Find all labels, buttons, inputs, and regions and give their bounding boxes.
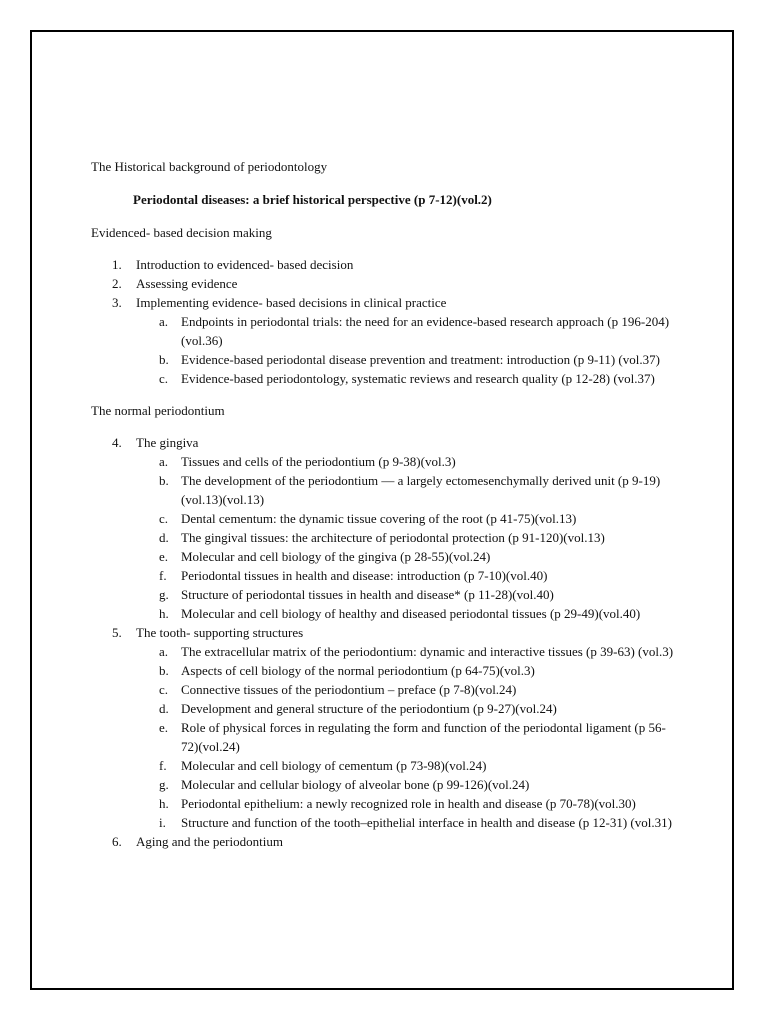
list-item-text: Assessing evidence (136, 276, 238, 291)
sub-list-item-letter: c. (159, 682, 169, 697)
document-content (91, 157, 691, 851)
sub-list-item-letter: a. (159, 644, 169, 659)
sub-list-item-text: The extracellular matrix of the periodontium: dynamic and interactive tissues (p 39-63) (vol.3) (181, 644, 674, 659)
sub-list-item-text: Periodontal epithelium: a newly recognized role in health and disease (p 70-78)(vol.30) (181, 796, 636, 811)
sub-list-item-text: Dental cementum: the dynamic tissue covering of the root (p 41-75)(vol.13) (181, 511, 577, 526)
sub-list-item-text: Development and general structure of the periodontium (p 9-27)(vol.24) (181, 701, 557, 716)
sub-list-item-letter: a. (159, 454, 169, 469)
list-item (91, 623, 691, 642)
sub-list-item-letter: c. (159, 511, 169, 526)
sub-list-item (91, 585, 691, 604)
evidence-list (91, 255, 691, 388)
sub-list-item (91, 350, 691, 369)
list-item-number: 5. (112, 625, 122, 640)
list-item (91, 433, 691, 452)
sub-list-item-letter: h. (159, 606, 169, 621)
sub-list-item-text: Endpoints in periodontal trials: the need for an evidence-based research approach (p 196-204)(vol.36) (181, 314, 670, 348)
sub-list-item (91, 471, 691, 509)
sub-list-item-text: Molecular and cellular biology of alveolar bone (p 99-126)(vol.24) (181, 777, 530, 792)
sub-list-item (91, 509, 691, 528)
sub-list-item-letter: d. (159, 530, 169, 545)
sub-list-item-text: Molecular and cell biology of healthy and diseased periodontal tissues (p 29-49)(vol.40) (181, 606, 641, 621)
sub-list-item (91, 756, 691, 775)
sub-list-item-text: The development of the periodontium — a largely ectomesenchymally derived unit (p 9-19)(vol.13)(vol.13) (181, 473, 661, 507)
sub-list-item (91, 452, 691, 471)
sub-list-item (91, 775, 691, 794)
sub-list-item-letter: c. (159, 371, 169, 386)
sub-list-item-text: Tissues and cells of the periodontium (p 9-38)(vol.3) (181, 454, 456, 469)
sub-list-item-letter: e. (159, 549, 169, 564)
sub-list-item (91, 794, 691, 813)
sub-list-item (91, 718, 691, 756)
bold-subtitle: Periodontal diseases: a brief historical perspective (p 7-12)(vol.2) (133, 192, 492, 207)
list-item-text: Introduction to evidenced- based decision (136, 257, 354, 272)
list-item (91, 274, 691, 293)
sub-list-item-text: Role of physical forces in regulating the form and function of the periodontal ligament (p 56-72)(vol.24) (181, 720, 666, 754)
sub-list-item-letter: h. (159, 796, 169, 811)
sub-list-item-letter: d. (159, 701, 169, 716)
list-item-text: The tooth- supporting structures (136, 625, 304, 640)
sub-list-item-text: Molecular and cell biology of the gingiva (p 28-55)(vol.24) (181, 549, 491, 564)
sub-list-item-text: Connective tissues of the periodontium – preface (p 7-8)(vol.24) (181, 682, 517, 697)
sub-list-item (91, 680, 691, 699)
sub-list-item-letter: f. (159, 568, 167, 583)
sub-list-item-letter: b. (159, 352, 169, 367)
list-item (91, 293, 691, 312)
sub-list-item-text: Molecular and cell biology of cementum (p 73-98)(vol.24) (181, 758, 487, 773)
sub-list-item (91, 699, 691, 718)
document-page (30, 30, 734, 990)
sub-list-item (91, 642, 691, 661)
list-item (91, 832, 691, 851)
sub-list-item (91, 547, 691, 566)
sub-list-item-text: Structure and function of the tooth–epithelial interface in health and disease (p 12-31) (vol.31) (181, 815, 672, 830)
sub-list-item-text: Periodontal tissues in health and disease: introduction (p 7-10)(vol.40) (181, 568, 548, 583)
sub-list-item (91, 528, 691, 547)
sub-list-item (91, 312, 691, 350)
sub-list-item-letter: g. (159, 587, 169, 602)
sub-list-item-letter: a. (159, 314, 169, 329)
list-item-text: Implementing evidence- based decisions in clinical practice (136, 295, 447, 310)
sub-list-item (91, 813, 691, 832)
sub-list-item-letter: i. (159, 815, 166, 830)
sub-list-item-text: Evidence-based periodontal disease prevention and treatment: introduction (p 9-11) (vol.37) (181, 352, 660, 367)
sub-list-item (91, 661, 691, 680)
sub-list-item-text: Aspects of cell biology of the normal periodontium (p 64-75)(vol.3) (181, 663, 535, 678)
list-item-text: The gingiva (136, 435, 199, 450)
list-item-number: 6. (112, 834, 122, 849)
list-item-text: Aging and the periodontium (136, 834, 283, 849)
sub-list-item-text: Structure of periodontal tissues in health and disease* (p 11-28)(vol.40) (181, 587, 554, 602)
sub-list-item-text: Evidence-based periodontology, systematic reviews and research quality (p 12-28) (vol.37) (181, 371, 655, 386)
list-item-number: 2. (112, 276, 122, 291)
section-heading-normal-periodontium: The normal periodontium (91, 403, 225, 418)
sub-list-item (91, 604, 691, 623)
section-heading-evidence: Evidenced- based decision making (91, 225, 272, 240)
sub-list-item-letter: f. (159, 758, 167, 773)
sub-list-item-text: The gingival tissues: the architecture of periodontal protection (p 91-120)(vol.13) (181, 530, 605, 545)
normal-periodontium-list (91, 433, 691, 851)
sub-list-item-letter: g. (159, 777, 169, 792)
page-title: The Historical background of periodontology (91, 159, 328, 174)
list-item-number: 1. (112, 257, 122, 272)
sub-list-item (91, 369, 691, 388)
list-item (91, 255, 691, 274)
list-item-number: 4. (112, 435, 122, 450)
list-item-number: 3. (112, 295, 122, 310)
sub-list-item-letter: e. (159, 720, 169, 735)
sub-list-item (91, 566, 691, 585)
sub-list-item-letter: b. (159, 473, 169, 488)
sub-list-item-letter: b. (159, 663, 169, 678)
